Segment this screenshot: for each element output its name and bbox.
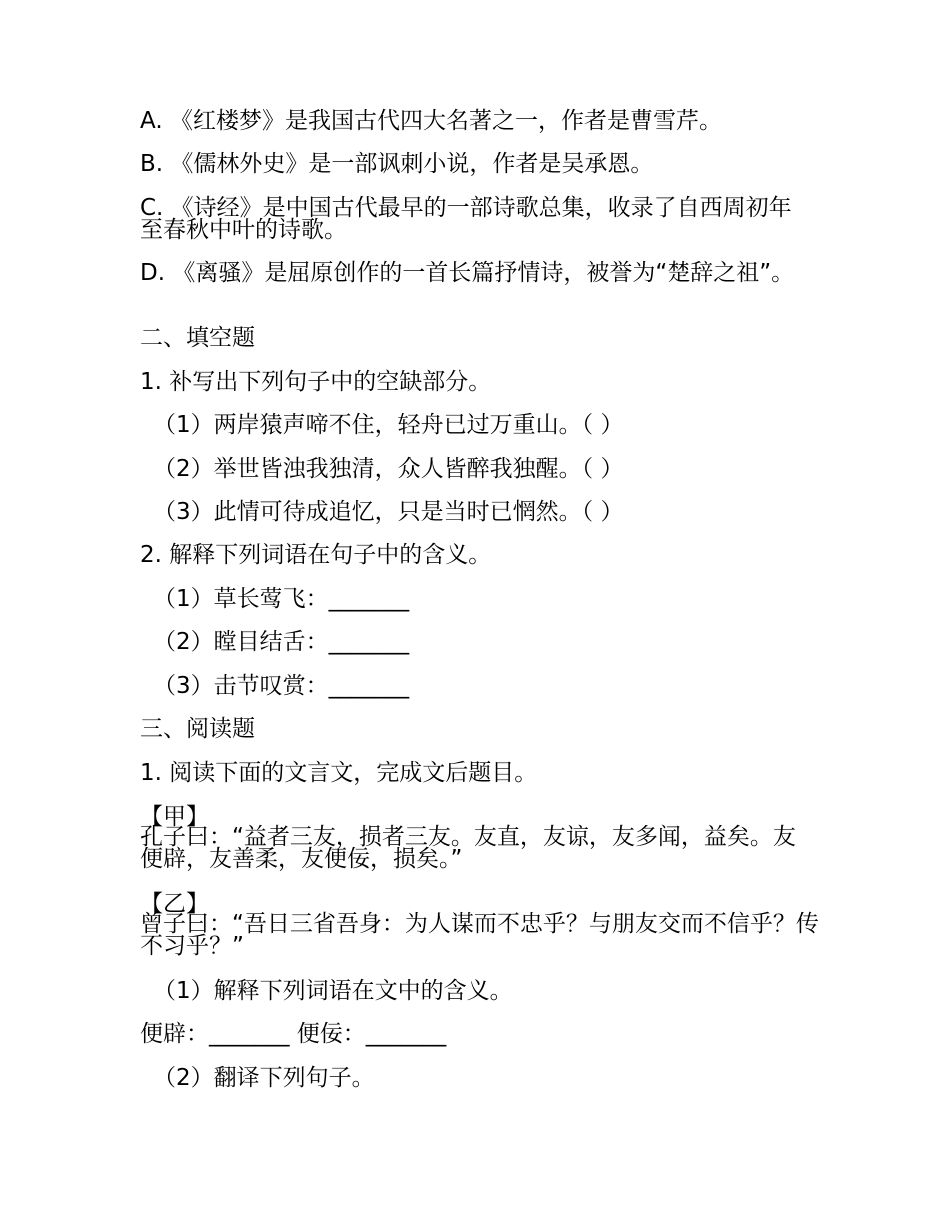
fill-question-1: 1. 补写出下列句子中的空缺部分。 [140,369,492,395]
fill-item-3: （3）此情可待成追忆，只是当时已惘然。（ ） [153,499,624,525]
reading-sub-question-1: （1）解释下列词语在文中的含义。 [153,978,513,1004]
passage-jia-label: 【甲】 [140,804,209,830]
fill-item-2: （2）举世皆浊我独清，众人皆醉我独醒。（ ） [153,456,624,482]
reading-heading: 三、阅读题 [140,716,255,742]
fill-item-1: （1）两岸猿声啼不住，轻舟已过万重山。（ ） [153,412,624,438]
word-item-3: （3）击节叹赏：_______ [153,673,410,699]
choice-c: C. 《诗经》是中国古代最早的一部诗歌总集，收录了自西周初年至春秋中叶的诗歌。 [140,195,792,243]
reading-sub-blanks: 便辟：_______ 便佞：_______ [140,1021,447,1047]
choice-a: A. 《红楼梦》是我国古代四大名著之一，作者是曹雪芹。 [140,108,722,134]
reading-sub-question-2: （2）翻译下列句子。 [153,1065,375,1091]
passage-yi-text: 曾子曰：“吾日三省吾身：为人谋而不忠乎？与朋友交而不信乎？传不习乎？” [140,911,819,959]
passage-yi-label: 【乙】 [140,891,209,917]
fill-heading: 二、填空题 [140,325,255,351]
fill-question-2: 2. 解释下列词语在句子中的含义。 [140,542,492,568]
reading-question-1: 1. 阅读下面的文言文，完成文后题目。 [140,760,538,786]
passage-jia-text: 孔子曰：“益者三友，损者三友。友直，友谅，友多闻，益矣。友便辟，友善柔，友便佞，损矣。” [140,824,796,872]
word-item-2: （2）瞠目结舌：_______ [153,629,410,655]
choice-b: B. 《儒林外史》是一部讽刺小说，作者是吴承恩。 [140,151,654,177]
choice-d: D. 《离骚》是屈原创作的一首长篇抒情诗，被誉为“楚辞之祖”。 [140,260,795,286]
word-item-1: （1）草长莺飞：_______ [153,586,410,612]
